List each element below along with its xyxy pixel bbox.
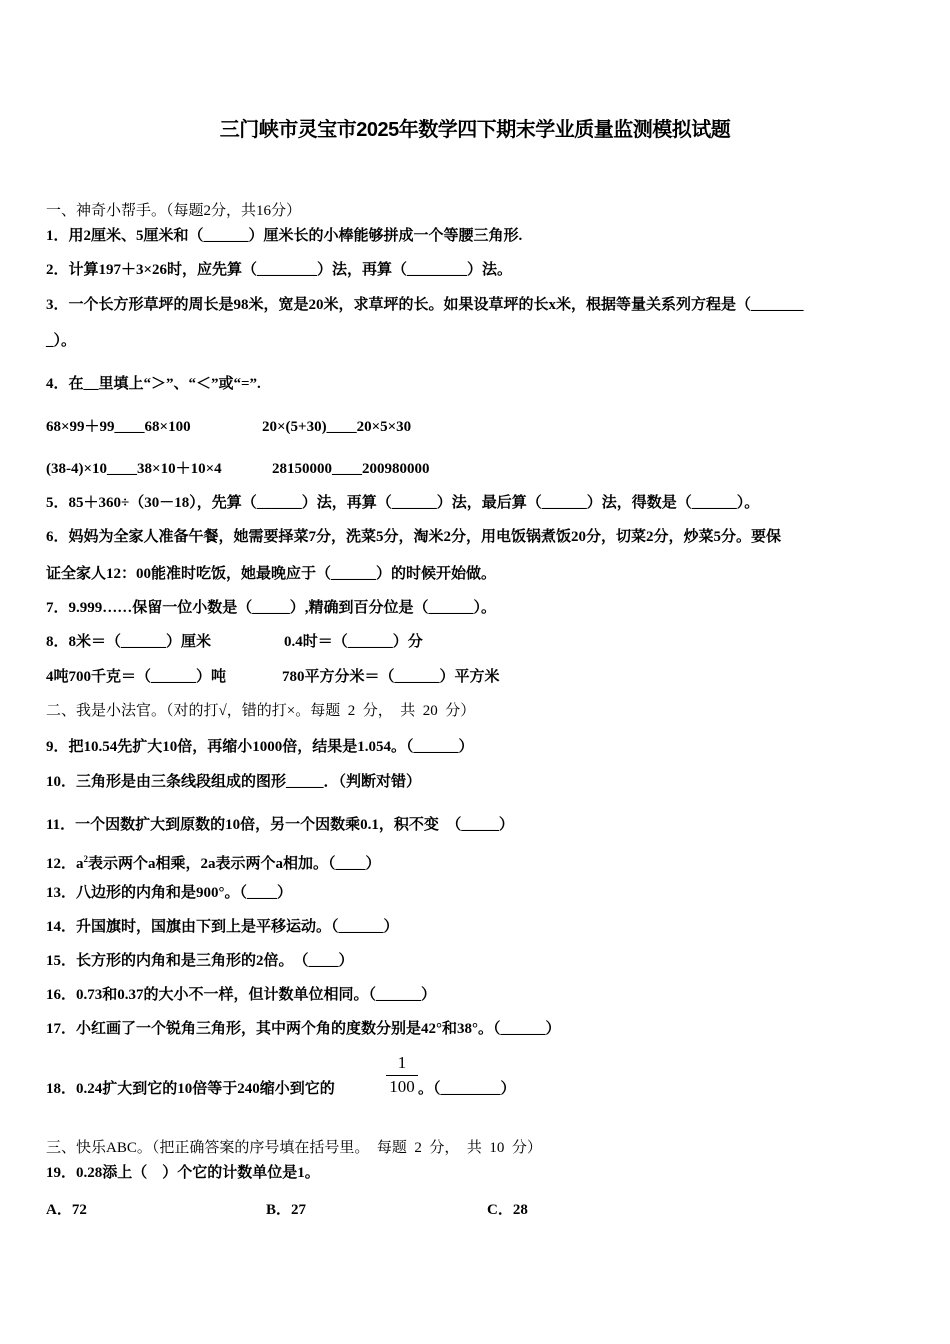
fraction-denominator: 100 [389,1077,415,1096]
question-4-item-4: 28150000____200980000 [272,461,430,477]
fraction-one-hundredth [386,1054,418,1096]
option-b: B．27 [266,1202,307,1218]
question-14: 14．升国旗时，国旗由下到上是平移运动。（______） [46,919,399,935]
question-6-cont: 证全家人12：00能准时吃饭，她最晚应于（______）的时候开始做。 [46,566,497,582]
question-8-a: 8．8米＝（______）厘米 [46,634,212,650]
question-18: 18．0.24扩大到它的10倍等于240缩小到它的 [46,1081,335,1097]
question-13: 13．八边形的内角和是900°。（____） [46,885,292,901]
question-10: 10．三角形是由三条线段组成的图形_____．（判断对错） [46,774,422,790]
fraction-bar [386,1075,418,1076]
question-7: 7．9.999……保留一位小数是（_____）,精确到百分位是（______）。 [46,600,497,616]
section-2-heading: 二、我是小法官。（对的打√，错的打×。每题 2 分， 共 20 分） [46,703,476,719]
question-4-item-2: 20×(5+30)____20×5×30 [262,419,412,435]
question-8-c: 4吨700千克＝（______）吨 [46,669,227,685]
question-8-b: 0.4时＝（______）分 [284,634,423,650]
option-a: A．72 [46,1202,87,1218]
section-1-heading: 一、神奇小帮手。（每题2分，共16分） [46,203,302,219]
fraction-numerator: 1 [397,1053,407,1072]
q12-rest: 表示两个a相乘，2a表示两个a相加。（____） [88,856,381,872]
question-8-d: 780平方分米＝（______）平方米 [282,669,500,685]
question-2: 2．计算197＋3×26时，应先算（________）法，再算（________）法。 [46,262,513,278]
question-4-item-1: 68×99＋99____68×100 [46,419,191,435]
question-19: 19．0.28添上（ ）个它的计数单位是1。 [46,1165,320,1181]
question-3: 3．一个长方形草坪的周长是98米，宽是20米，求草坪的长。如果设草坪的长x米，根据等量关系列方程是（_______ [46,297,804,313]
question-1: 1．用2厘米、5厘米和（______）厘米长的小棒能够拼成一个等腰三角形. [46,228,523,244]
question-11: 11．一个因数扩大到原数的10倍，另一个因数乘0.1，积不变 （_____） [46,817,514,833]
question-4: 4．在__里填上“＞”、“＜”或“=”. [46,376,261,392]
question-16: 16．0.73和0.37的大小不一样，但计数单位相同。（______） [46,987,437,1003]
q12-prefix: 12．a [46,856,84,872]
q12-exponent: 2 [83,854,89,864]
question-5: 5．85＋360÷（30－18），先算（______）法，再算（______）法，最后算（______）法，得数是（______）。 [46,495,760,511]
question-15: 15．长方形的内角和是三角形的2倍。 （____） [46,953,354,969]
question-17: 17．小红画了一个锐角三角形，其中两个角的度数分别是42°和38°。（______） [46,1021,561,1037]
page-title: 三门峡市灵宝市2025年数学四下期末学业质量监测模拟试题 [219,119,731,141]
question-18-answer: 。（________） [418,1081,516,1097]
option-c: C．28 [487,1202,528,1218]
question-9: 9．把10.54先扩大10倍，再缩小1000倍，结果是1.054。（______） [46,739,474,755]
question-12 [46,849,381,874]
question-4-item-3: (38-4)×10____38×10＋10×4 [46,461,222,477]
question-3-cont: _）。 [46,333,77,349]
section-3-heading: 三、快乐ABC。（把正确答案的序号填在括号里。 每题 2 分， 共 10 分） [46,1140,542,1156]
question-6: 6．妈妈为全家人准备午餐，她需要择菜7分，洗菜5分，淘米2分，用电饭锅煮饭20分，切菜2分，炒菜5分。要保 [46,529,782,545]
